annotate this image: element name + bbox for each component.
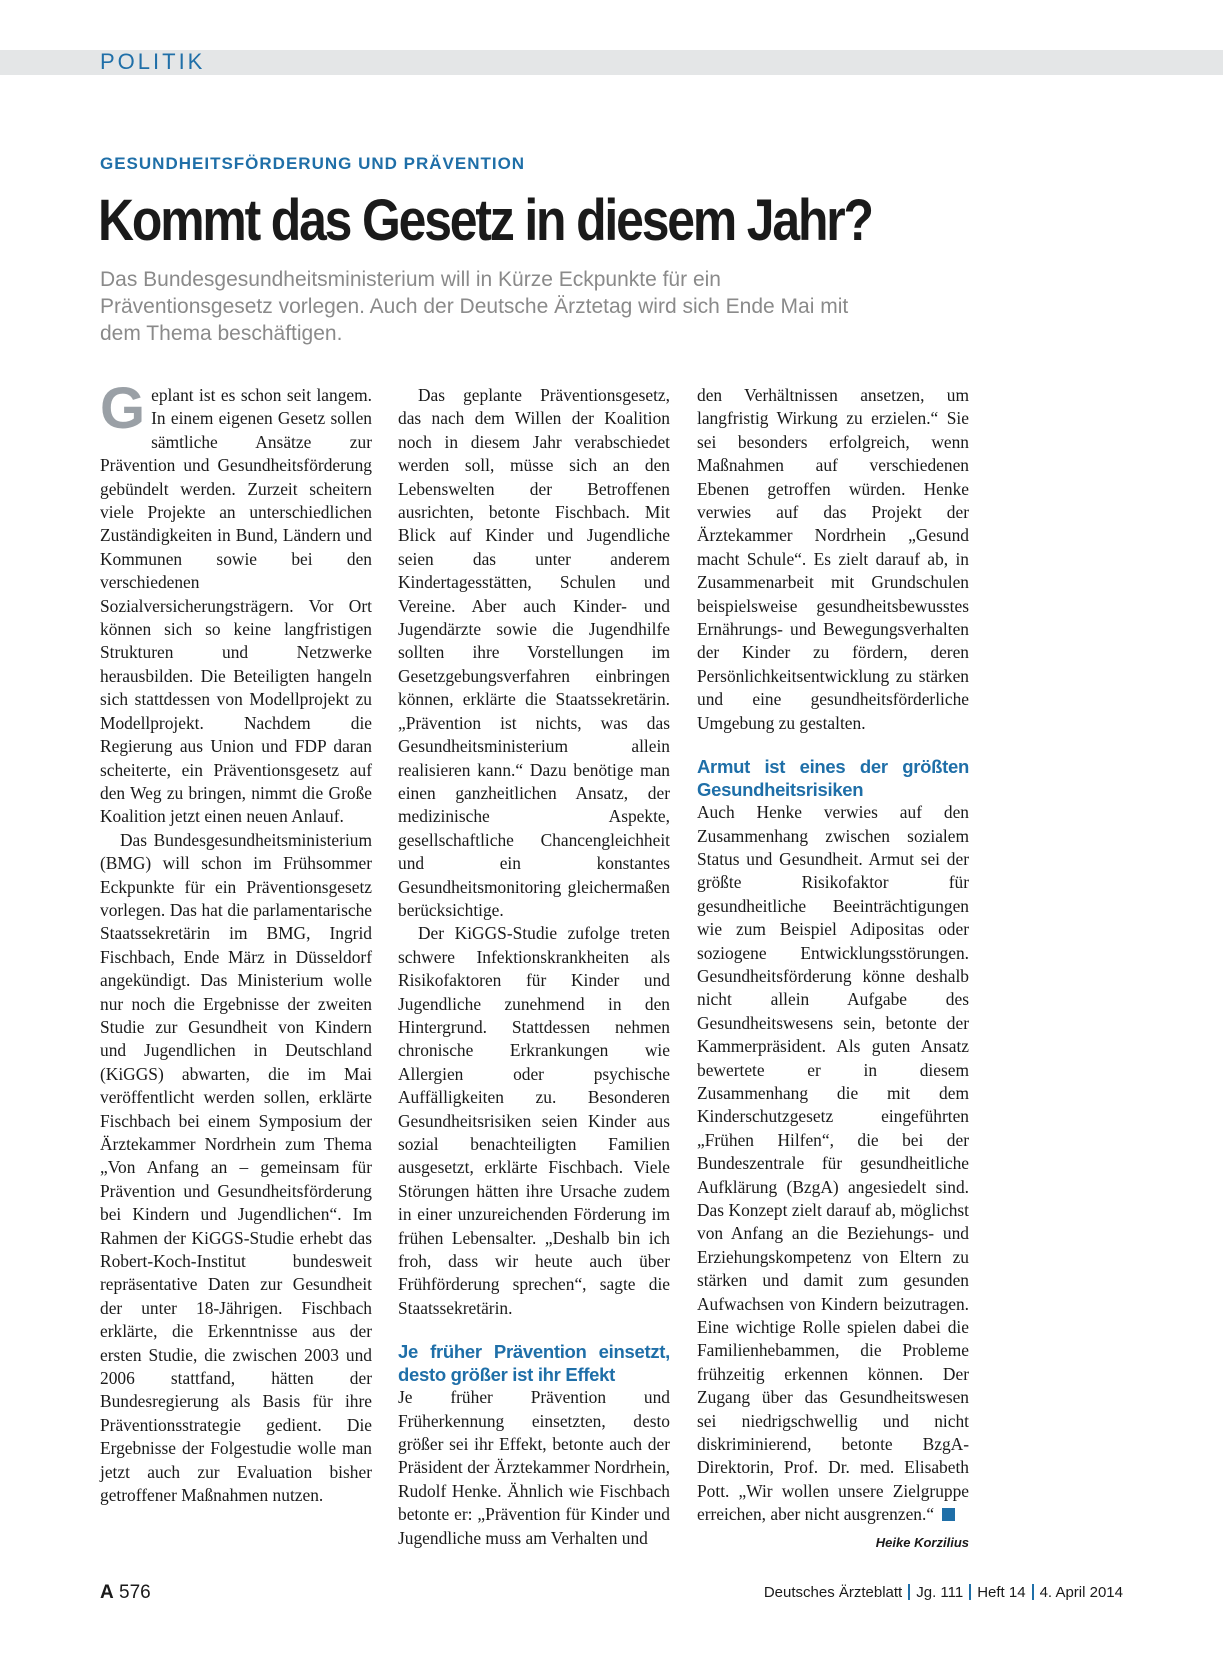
end-mark-icon (942, 1508, 955, 1521)
paragraph-5-continued: den Verhältnissen ansetzen, um langfristig Wirkung zu erzielen.“ Sie sei besonders erfolgreich, wenn Maßnahmen auf verschiedenen Ebenen getroffen würden. Henke verwies auf das Projekt der Ärztekammer Nordrhein „Gesund macht Schule“. Es zielt darauf ab, in Zusammenarbeit mit Grundschulen beispielsweise gesundheitsbewusstes Ernährungs- und Bewegungsverhalten der Kinder zu fördern, deren Persönlichkeitsentwicklung zu stärken und eine gesundheitsförderliche Umgebung zu gestalten. (697, 385, 969, 733)
page-number-value: 576 (119, 1582, 151, 1603)
publication-info (764, 1584, 1123, 1601)
article-headline: Kommt das Gesetz in diesem Jahr? (98, 188, 872, 253)
paragraph-1 (100, 376, 372, 829)
page-prefix: A (100, 1582, 114, 1603)
paragraph-2: Das Bundesgesundheitsministerium (BMG) will schon im Frühsommer Eckpunkte für ein Präventionsgesetz vorlegen. Das hat die parlamentarische Staatssekretärin im BMG, Ingrid Fischbach, Ende März in Düsseldorf angekündigt. Das Ministerium wolle nur noch die Ergebnisse der zweiten Studie zur Gesundheit von Kindern und Jugendlichen in Deutschland (KiGGS) abwarten, die im Mai veröffentlicht werden sollen, erklärte Fischbach bei einem Symposium der Ärztekammer Nordrhein zum Thema „Von Anfang an – gemeinsam für Prävention und Gesundheitsförderung bei Kindern und Jugendlichen“. Im Rahmen der KiGGS-Studie erhebt das Robert-Koch-Institut bundesweit repräsentative Daten zur Gesundheit der unter 18-Jährigen. Fischbach erklärte, die Erkenntnisse aus der ersten Studie, die zwischen 2003 und 2006 stattfand, hätten der Bundesregierung als Basis für ihre Präventionsstrategie gedient. Die Ergebnisse der Folgestudie wolle man jetzt auch zur Evaluation bisher getroffener Maßnahmen nutzen. (100, 829, 372, 1506)
subheading-1: Je früher Prävention einsetzt, desto größer ist ihr Effekt (398, 1341, 670, 1386)
paragraph-4: Der KiGGS-Studie zufolge treten schwere Infektionskrankheiten als Risikofaktoren für Kinder und Jugendliche zunehmend in den Hintergrund. Stattdessen nehmen chronische Erkrankungen wie Allergien oder psychische Auffälligkeiten zu. Besonderen Gesundheitsrisiken seien Kinder aus sozial benachteiligten Familien ausgesetzt, erklärte Fischbach. Viele Störungen hätten ihre Ursache zudem in einer unzureichenden Förderung im frühen Lebensalter. „Deshalb bin ich froh, dass wir heute auch über Frühförderung sprechen“, sagte die Staatssekretärin. (398, 923, 670, 1318)
text-column-1 (100, 376, 372, 1508)
article-lead: Das Bundesgesundheitsministerium will in Kürze Eckpunkte für ein Präventionsgesetz vorlegen. Auch der Deutsche Ärztetag wird sich Ende Mai mit dem Thema beschäftigen. (100, 268, 849, 345)
paragraph-6 (697, 801, 969, 1527)
issue-date: 4. April 2014 (1039, 1584, 1123, 1601)
text-column-3 (697, 384, 969, 1554)
author-byline: Heike Korzilius (875, 1534, 969, 1550)
paragraph-1-text: eplant ist es schon seit langem. In einem eigenen Gesetz sollen sämtliche Ansätze zur Prävention und Gesundheitsförderung gebündelt werden. Zurzeit scheitern viele Projekte an unterschiedlichen Zuständigkeiten in Bund, Ländern und Kommunen sowie bei den verschiedenen Sozialversicherungsträgern. Vor Ort können sich so keine langfristigen Strukturen und Netzwerke herausbilden. Die Beteiligten hangeln sich stattdessen von Modellprojekt zu Modellprojekt. Nachdem die Regierung aus Union und FDP daran scheiterte, ein Präventionsgesetz auf den Weg zu bringen, nimmt die Große Koalition jetzt einen neuen Anlauf. (100, 385, 372, 827)
issue: Heft 14 (977, 1584, 1026, 1601)
separator (1032, 1584, 1034, 1600)
separator (908, 1584, 910, 1600)
paragraph-6-text: Auch Henke verwies auf den Zusammenhang zwischen sozialem Status und Gesundheit. Armut sei der größte Risikofaktor für gesundheitliche Beeinträchtigungen wie zum Beispiel Adipositas oder soziogene Entwicklungsstörungen. Gesundheitsförderung könne deshalb nicht allein Aufgabe des Gesundheitswesens sein, betonte der Kammerpräsident. Als guten Ansatz bewertete er in diesem Zusammenhang die mit dem Kinderschutzgesetz eingeführten „Frühen Hilfen“, die bei der Bundeszentrale für gesundheitliche Aufklärung (BzgA) angesiedelt sind. Das Konzept zielt darauf ab, möglichst von Anfang an die Beziehungs- und Erziehungskompetenz von Eltern zu stärken und damit zum gesunden Aufwachsen von Kindern beizutragen. Eine wichtige Rolle spielen dabei die Familienhebammen, die Probleme frühzeitig erkennen können. Der Zugang über das Gesundheitswesen sei niedrigschwellig und nicht diskriminierend, betonte BzgA-Direktorin, Prof. Dr. med. Elisabeth Pott. „Wir wollen unsere Zielgruppe erreichen, aber nicht ausgrenzen.“ (697, 802, 969, 1525)
publication-name: Deutsches Ärzteblatt (763, 1584, 903, 1601)
volume: Jg. 111 (916, 1584, 964, 1601)
page-number (100, 1582, 151, 1604)
article-kicker: GESUNDHEITSFÖRDERUNG UND PRÄVENTION (100, 154, 526, 173)
drop-cap: G (100, 376, 146, 441)
paragraph-5: Je früher Prävention und Früherkennung einsetzten, desto größer sei ihr Effekt, betonte auch der Präsident der Ärztekammer Nordrhein, Rudolf Henke. Ähnlich wie Fischbach betonte er: „Prävention für Kinder und Jugendliche muss am Verhalten und (398, 1387, 670, 1548)
subheading-2: Armut ist eines der größten Gesundheitsrisiken (697, 756, 969, 801)
paragraph-3: Das geplante Präventionsgesetz, das nach dem Willen der Koalition noch in diesem Jahr verabschiedet werden soll, müsse sich an den Lebenswelten der Betroffenen ausrichten, betonte Fischbach. Mit Blick auf Kinder und Jugendliche seien das unter anderem Kindertagesstätten, Schulen und Vereine. Aber auch Kinder- und Jugendärzte sowie die Jugendhilfe sollten ihre Vorstellungen im Gesetzgebungsverfahren einbringen können, erklärte die Staatssekretärin. „Prävention ist nichts, was das Gesundheitsministerium allein realisieren kann.“ Dazu benötige man einen ganzheitlichen Ansatz, der medizinische Aspekte, gesellschaftliche Chancengleichheit und ein konstantes Gesundheitsmonitoring gleichermaßen berücksichtige. (398, 385, 670, 920)
section-label: POLITIK (100, 49, 206, 74)
separator (969, 1584, 971, 1600)
text-column-2 (398, 384, 670, 1550)
